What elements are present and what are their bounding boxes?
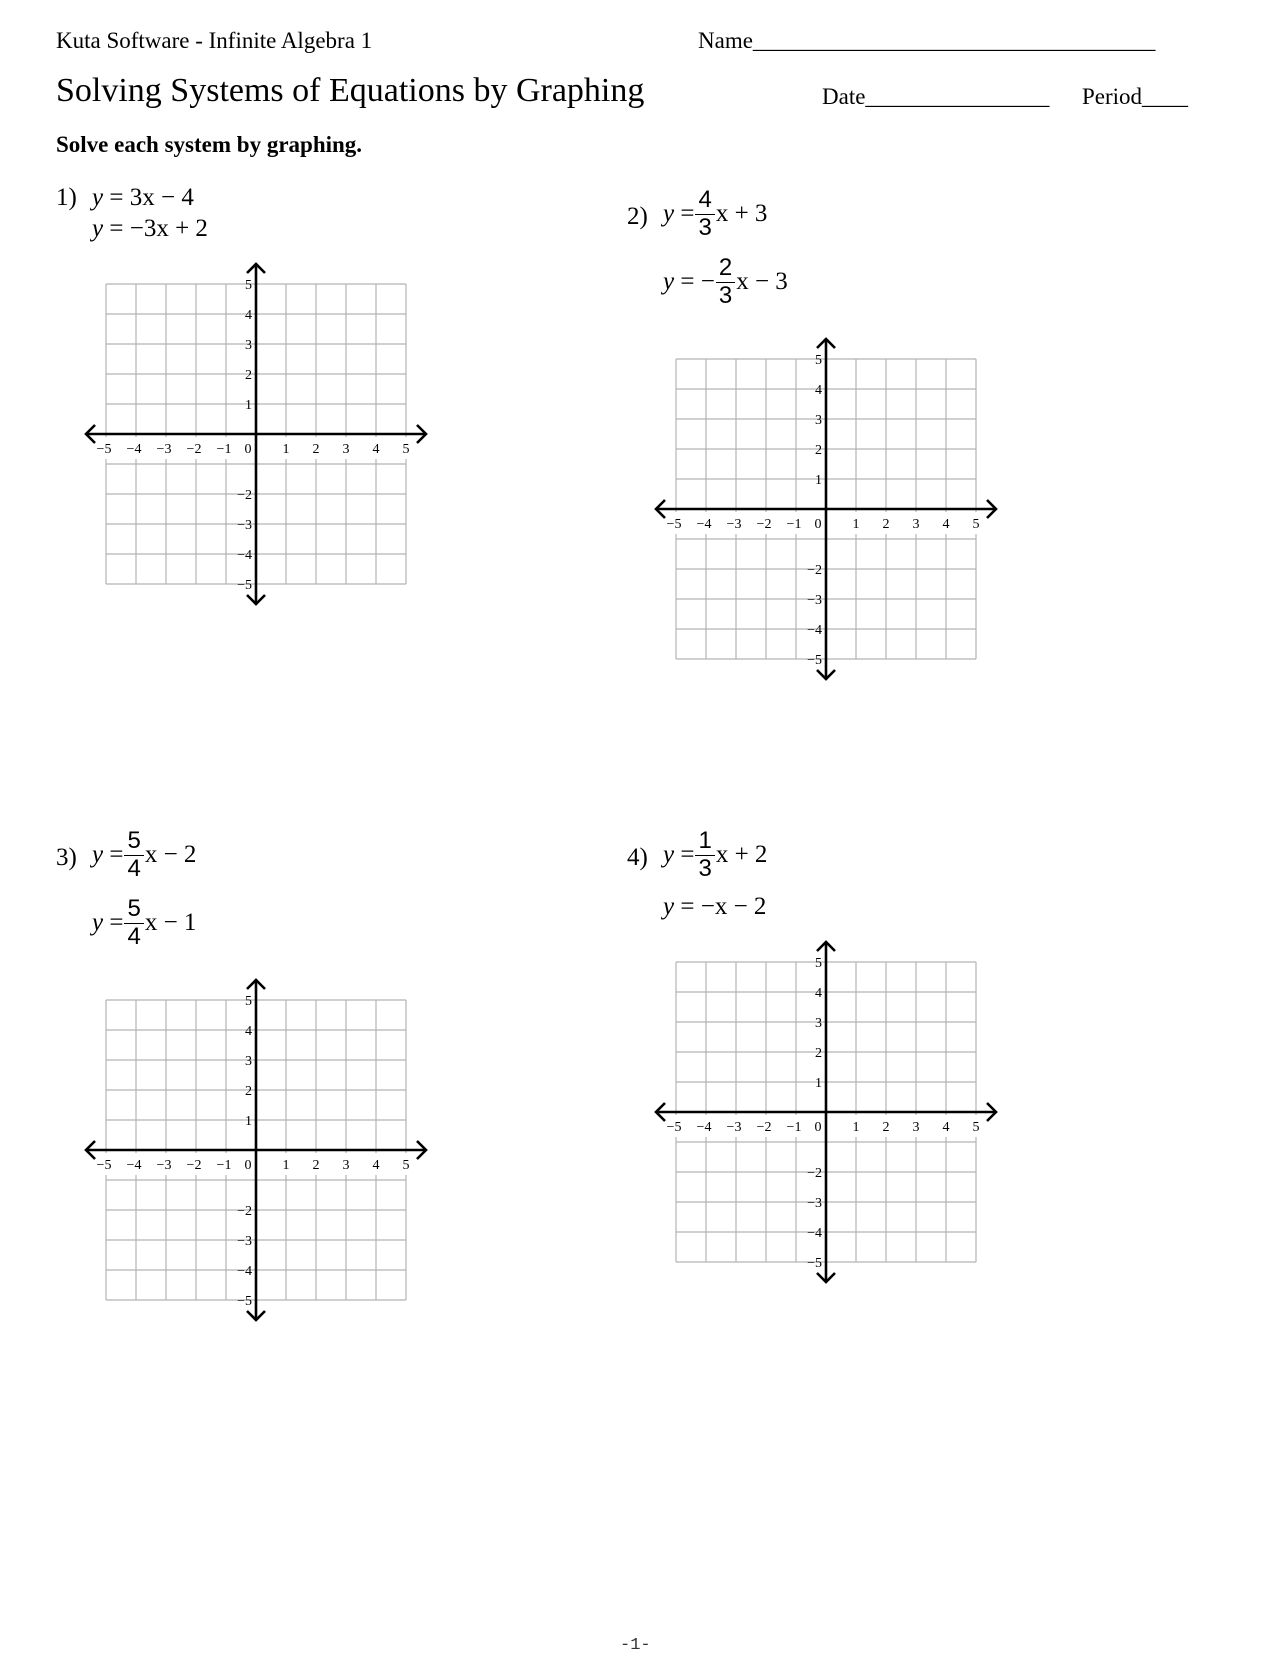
x-tick-label: 1 [852,1120,860,1135]
x-tick-label: −2 [186,1158,202,1173]
x-tick-label: −3 [156,442,172,457]
graph-problem-4[interactable] [640,930,1010,1295]
fraction: $\frac{5}{4}$ [124,895,143,950]
x-tick-label: −1 [216,1158,232,1173]
y-tick-label: 1 [815,473,822,488]
fraction: $\frac{5}{4}$ [124,827,143,882]
y-tick-label: −3 [237,1234,252,1249]
y-tick-label: 5 [245,278,252,293]
x-tick-label: 5 [402,442,410,457]
x-tick-label: −5 [96,442,112,457]
x-tick-label: −4 [126,442,142,457]
y-tick-label: −4 [807,1226,822,1241]
y-tick-label: −4 [807,623,822,638]
y-tick-label: 4 [245,1024,252,1039]
graph-problem-2[interactable] [640,327,1010,692]
x-tick-label: 0 [244,1158,252,1173]
x-tick-label: 3 [342,1158,350,1173]
y-tick-label: −3 [237,518,252,533]
x-tick-label: 0 [244,442,252,457]
x-tick-label: 5 [402,1158,410,1173]
graph-problem-3[interactable] [70,968,440,1333]
x-tick-label: −1 [216,442,232,457]
x-tick-label: 3 [912,1120,920,1135]
x-tick-label: 4 [372,1158,380,1173]
y-tick-label: 3 [815,1016,822,1031]
fraction: $\frac{1}{3}$ [695,827,714,882]
x-tick-label: −1 [786,1120,802,1135]
y-tick-label: −5 [237,1294,252,1309]
x-tick-label: −4 [696,1120,712,1135]
problem-3-number: 3) [56,844,77,871]
x-tick-label: −5 [96,1158,112,1173]
fraction: $\frac{4}{3}$ [695,186,714,241]
y-tick-label: 2 [245,368,252,383]
problem-1-equation-2: y = −3x + 2 [92,215,208,242]
x-tick-label: −5 [666,517,682,532]
x-tick-label: −3 [156,1158,172,1173]
date-field[interactable]: Date________________ [822,84,1050,109]
problem-3-equation-1: y = $\frac{5}{4}$ x − 2 [92,827,197,882]
y-tick-label: −4 [237,1264,252,1279]
problem-2-number: 2) [627,203,648,230]
x-tick-label: 1 [852,517,860,532]
y-tick-label: 1 [245,1114,252,1129]
y-tick-label: 2 [815,443,822,458]
y-tick-label: 1 [815,1076,822,1091]
y-tick-label: −2 [807,1166,822,1181]
x-tick-label: −4 [696,517,712,532]
y-tick-label: 4 [815,986,822,1001]
y-tick-label: 4 [815,383,822,398]
problem-1-equation-1: y = 3x − 4 [92,184,194,211]
x-tick-label: 0 [814,1120,822,1135]
y-tick-label: −2 [807,563,822,578]
y-tick-label: 5 [815,956,822,971]
y-tick-label: 3 [245,1054,252,1069]
y-tick-label: −2 [237,1204,252,1219]
problem-4-equation-1: y = $\frac{1}{3}$ x + 2 [663,827,768,882]
header-source: Kuta Software - Infinite Algebra 1 [56,28,373,53]
y-tick-label: 3 [815,413,822,428]
y-tick-label: −2 [237,488,252,503]
x-tick-label: −3 [726,517,742,532]
y-tick-label: 1 [245,398,252,413]
y-tick-label: −3 [807,1196,822,1211]
x-tick-label: 2 [312,442,320,457]
x-tick-label: 5 [972,517,980,532]
x-tick-label: 4 [942,517,950,532]
x-tick-label: −1 [786,517,802,532]
x-tick-label: −5 [666,1120,682,1135]
y-tick-label: 2 [815,1046,822,1061]
y-tick-label: 2 [245,1084,252,1099]
x-tick-label: −2 [186,442,202,457]
problem-3-equation-2: y = $\frac{5}{4}$ x − 1 [92,895,197,950]
x-tick-label: 1 [282,1158,290,1173]
x-tick-label: 5 [972,1120,980,1135]
x-tick-label: 1 [282,442,290,457]
page-number: -1- [620,1636,651,1655]
x-tick-label: −2 [756,517,772,532]
y-tick-label: −5 [807,653,822,668]
problem-1-number: 1) [56,184,77,211]
y-tick-label: 5 [245,994,252,1009]
y-tick-label: 3 [245,338,252,353]
x-tick-label: 2 [882,517,890,532]
y-tick-label: −4 [237,548,252,563]
x-tick-label: 4 [942,1120,950,1135]
x-tick-label: −2 [756,1120,772,1135]
y-tick-label: 4 [245,308,252,323]
graph-problem-1[interactable] [70,252,440,617]
period-field[interactable]: Period____ [1082,84,1189,109]
fraction: $\frac{2}{3}$ [716,254,735,309]
y-tick-label: −3 [807,593,822,608]
x-tick-label: 0 [814,517,822,532]
y-tick-label: −5 [807,1256,822,1271]
x-tick-label: 4 [372,442,380,457]
problem-4-number: 4) [627,844,648,871]
instructions: Solve each system by graphing. [56,132,363,157]
y-tick-label: −5 [237,578,252,593]
x-tick-label: 2 [882,1120,890,1135]
x-tick-label: −3 [726,1120,742,1135]
name-field[interactable]: Name___________________________________ [698,28,1156,53]
x-tick-label: 3 [912,517,920,532]
x-tick-label: 2 [312,1158,320,1173]
problem-2-equation-1: y = $\frac{4}{3}$ x + 3 [663,186,768,241]
page-title: Solving Systems of Equations by Graphing [56,72,645,109]
x-tick-label: 3 [342,442,350,457]
problem-2-equation-2: y = − $\frac{2}{3}$ x − 3 [663,254,788,309]
y-tick-label: 5 [815,353,822,368]
x-tick-label: −4 [126,1158,142,1173]
problem-4-equation-2: y = −x − 2 [663,893,767,920]
